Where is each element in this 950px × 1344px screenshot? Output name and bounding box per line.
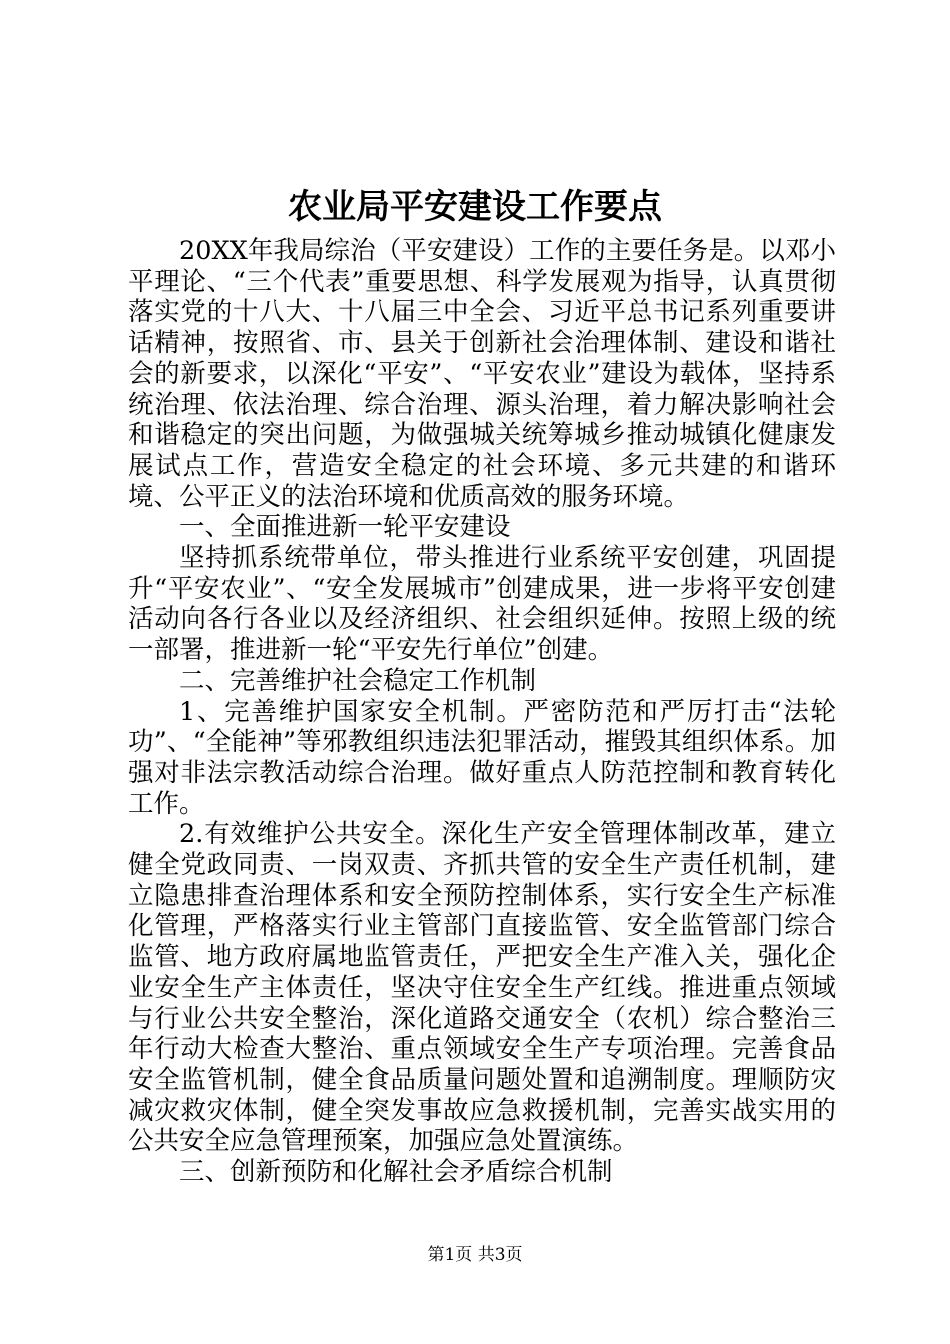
paragraph-intro: 20XX年我局综治（平安建设）工作的主要任务是。以邓小平理论、“三个代表”重要思想、科学发展观为指导，认真贯彻落实党的十八大、十八届三中全会、习近平总书记系列重要讲话精神，按照省、市、县关于创新社会治理体制、建设和谐社会的新要求，以深化“平安”、“平安农业”建设为载体，坚持系统治理、依法治理、综合治理、源头治理，着力解决影响社会和谐稳定的突出问题，为做强城关统筹城乡推动城镇化健康发展试点工作，营造安全稳定的社会环境、多元共建的和谐环境、公平正义的法治环境和优质高效的服务环境。 (128, 236, 836, 512)
section-heading-1: 一、全面推进新一轮平安建设 (179, 512, 511, 543)
paragraph-section-1: 坚持抓系统带单位，带头推进行业系统平安创建，巩固提升“平安农业”、“安全发展城市”创建成果，进一步将平安创建活动向各行各业以及经济组织、社会组织延伸。按照上级的统一部署，推进新一轮“平安先行单位”创建。 (128, 543, 836, 666)
section-heading-3: 三、创新预防和化解社会矛盾综合机制 (179, 1157, 613, 1188)
document-title: 农业局平安建设工作要点 (288, 187, 662, 227)
document-body (128, 236, 836, 1188)
page-number-footer: 第1页 共3页 (427, 1245, 523, 1265)
paragraph-item-2: 2.有效维护公共安全。深化生产安全管理体制改革，建立健全党政同责、一岗双责、齐抓共管的安全生产责任机制，建立隐患排查治理体系和安全预防控制体系，实行安全生产标准化管理，严格落实行业主管部门直接监管、安全监管部门综合监管、地方政府属地监管责任，严把安全生产准入关，强化企业安全生产主体责任，坚决守住安全生产红线。推进重点领域与行业公共安全整治，深化道路交通安全（农机）综合整治三年行动大检查大整治、重点领域安全生产专项治理。完善食品安全监管机制，健全食品质量问题处置和追溯制度。理顺防灾减灾救灾体制，健全突发事故应急救援机制，完善实战实用的公共安全应急管理预案，加强应急处置演练。 (128, 819, 836, 1157)
paragraph-item-1: 1、完善维护国家安全机制。严密防范和严厉打击“法轮功”、“全能神”等邪教组织违法犯罪活动，摧毁其组织体系。加强对非法宗教活动综合治理。做好重点人防范控制和教育转化工作。 (128, 696, 836, 819)
section-heading-2: 二、完善维护社会稳定工作机制 (179, 665, 537, 696)
